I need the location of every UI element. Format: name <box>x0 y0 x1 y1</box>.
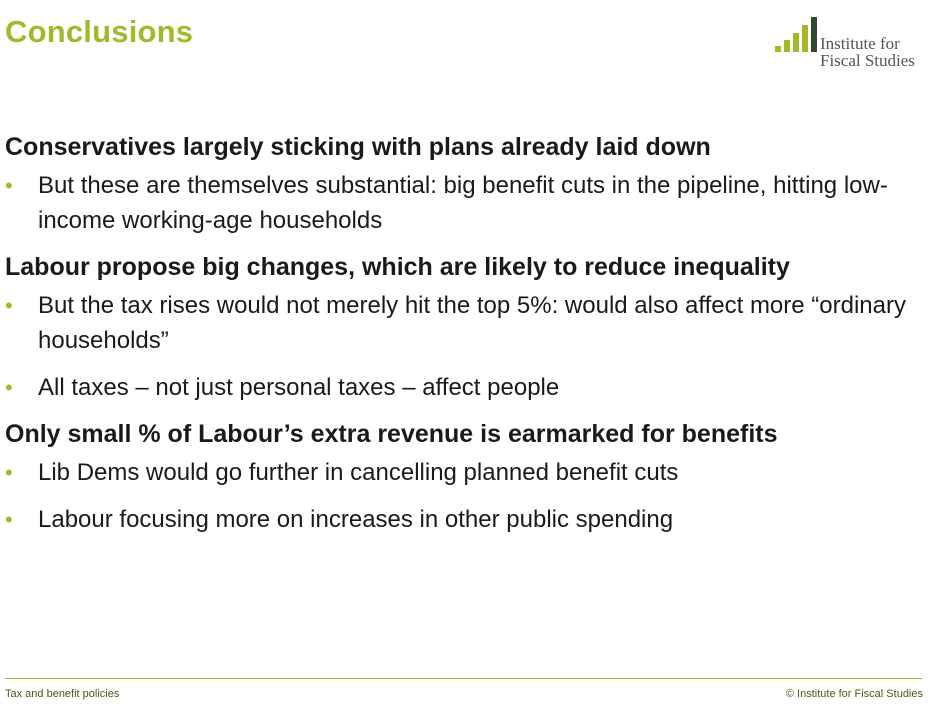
bullet-item <box>5 455 925 490</box>
ifs-logo-line1: Institute for <box>820 34 900 53</box>
ifs-logo <box>775 16 935 72</box>
section-heading: Only small % of Labour’s extra revenue is earmarked for benefits <box>5 420 778 448</box>
footer-divider <box>5 678 922 679</box>
bullet-dot-icon: • <box>5 293 13 318</box>
bullet-text: Lib Dems would go further in cancelling planned benefit cuts <box>38 459 679 486</box>
section-conservatives <box>5 130 925 238</box>
bullet-list <box>5 168 925 238</box>
bullet-dot-icon: • <box>5 460 13 485</box>
section-revenue <box>5 417 925 537</box>
bullet-text: But these are themselves substantial: big benefit cuts in the pipeline, hitting low-income working-age households <box>38 172 888 234</box>
bullet-list <box>5 288 925 405</box>
footer-left-text: Tax and benefit policies <box>5 688 120 700</box>
bullet-item <box>5 502 925 537</box>
section-heading: Labour propose big changes, which are likely to reduce inequality <box>5 253 790 281</box>
bullet-text: All taxes – not just personal taxes – affect people <box>38 374 560 401</box>
bullet-text: Labour focusing more on increases in other public spending <box>38 506 674 533</box>
ifs-logo-bars-icon <box>775 16 819 54</box>
bullet-text: But the tax rises would not merely hit the top 5%: would also affect more “ordinary households” <box>38 292 906 354</box>
bullet-item <box>5 288 925 358</box>
section-labour <box>5 250 925 405</box>
slide-content <box>5 130 925 549</box>
footer-copyright: © Institute for Fiscal Studies <box>785 688 923 700</box>
bullet-dot-icon: • <box>5 375 13 400</box>
section-heading: Conservatives largely sticking with plans already laid down <box>5 133 711 161</box>
bullet-dot-icon: • <box>5 173 13 198</box>
bullet-item <box>5 168 925 238</box>
ifs-logo-line2: Fiscal Studies <box>820 51 915 70</box>
bullet-item <box>5 370 925 405</box>
bullet-dot-icon: • <box>5 507 13 532</box>
bullet-list <box>5 455 925 537</box>
slide-title: Conclusions <box>5 14 194 49</box>
ifs-logo-text <box>820 35 915 69</box>
